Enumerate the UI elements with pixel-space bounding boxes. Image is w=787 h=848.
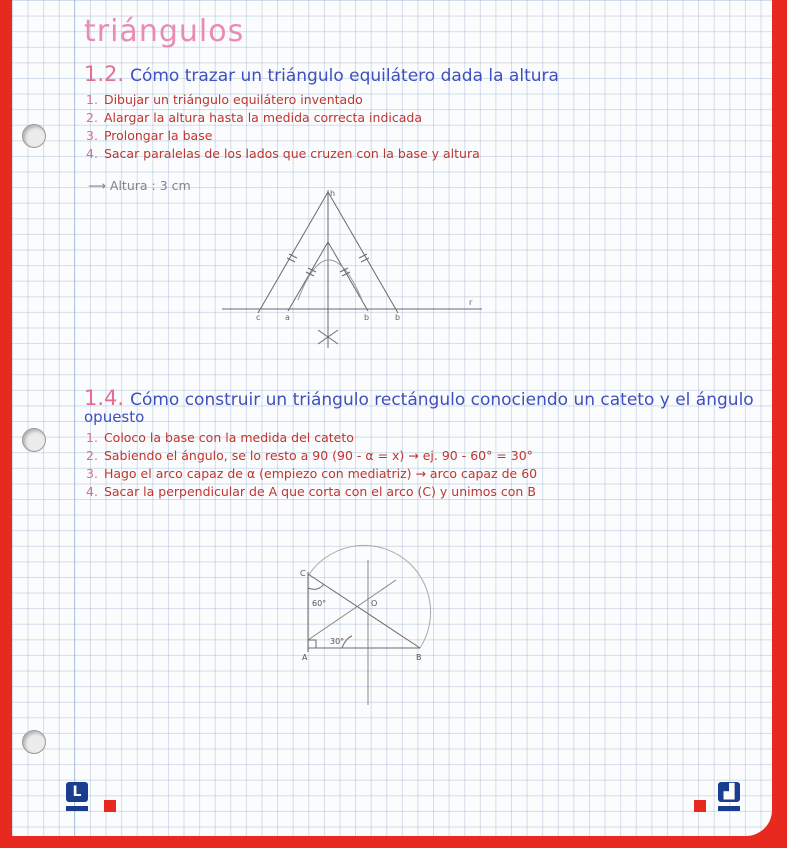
hypotenuse-cb — [308, 574, 420, 648]
label-vertex-a: A — [302, 653, 308, 662]
brand-logo-left: L — [66, 782, 88, 802]
label-base-right: b — [395, 313, 401, 322]
brand-logo-right-bar — [718, 806, 740, 811]
label-inner-right: b — [364, 313, 370, 322]
right-triangle-figure — [308, 545, 431, 705]
label-apex: h — [330, 189, 336, 198]
section1-step-2: 2. Alargar la altura hasta la medida correcta indicada — [86, 110, 422, 125]
equilateral-triangle-figure — [222, 190, 482, 348]
small-left-side — [288, 242, 328, 311]
right-angle-mark — [308, 640, 316, 648]
small-right-side — [328, 242, 368, 311]
section2-title-line1: Cómo construir un triángulo rectángulo conociendo un cateto y el ángulo — [130, 390, 754, 410]
large-left-side — [258, 192, 328, 313]
label-angle-60: 60° — [312, 599, 327, 608]
section1-number: 1.2. — [84, 62, 125, 86]
section1-step-3: 3. Prolongar la base — [86, 128, 213, 143]
geometry-figures — [12, 0, 772, 836]
logo-mark-icon: ▟ — [723, 784, 735, 800]
label-line-end: r — [469, 298, 473, 307]
capable-arc — [308, 545, 431, 648]
section2-step-2: 2. Sabiendo el ángulo, se lo resto a 90 (90 - α = x) → ej. 90 - 60° = 30° — [86, 448, 533, 463]
label-angle-30: 30° — [330, 637, 345, 646]
section2-step-1: 1. Coloco la base con la medida del cateto — [86, 430, 354, 445]
brand-logo-right — [718, 782, 740, 802]
notebook-page — [12, 0, 772, 836]
page-title: triángulos — [84, 14, 245, 49]
label-base-left: c — [256, 313, 261, 322]
construction-arc — [298, 260, 362, 300]
label-vertex-b: B — [416, 653, 422, 662]
section1-step-1: 1. Dibujar un triángulo equilátero inventado — [86, 92, 363, 107]
section1-title: Cómo trazar un triángulo equilátero dada la altura — [130, 66, 559, 86]
label-inner-left: a — [285, 313, 290, 322]
section1-step-4: 4. Sacar paralelas de los lados que cruzen con la base y altura — [86, 146, 480, 161]
label-center: O — [371, 599, 378, 608]
section2-step-3: 3. Hago el arco capaz de α (empiezo con mediatriz) → arco capaz de 60 — [86, 466, 538, 481]
angle-arc-60 — [308, 584, 324, 589]
section2-number: 1.4. — [84, 386, 125, 410]
large-right-side — [328, 192, 398, 313]
arrow-right-icon: ⟶ — [88, 178, 110, 193]
brand-logo-left-bar — [66, 806, 88, 811]
label-vertex-c: C — [300, 569, 306, 578]
red-square-right — [694, 800, 706, 812]
given-height: ⟶ Altura : 3 cm — [88, 178, 191, 193]
diagonal-construction — [308, 580, 396, 640]
section2-step-4: 4. Sacar la perpendicular de A que corta con el arco (C) y unimos con B — [86, 484, 536, 499]
section2-title-line2: opuesto — [84, 408, 145, 426]
red-square-left — [104, 800, 116, 812]
